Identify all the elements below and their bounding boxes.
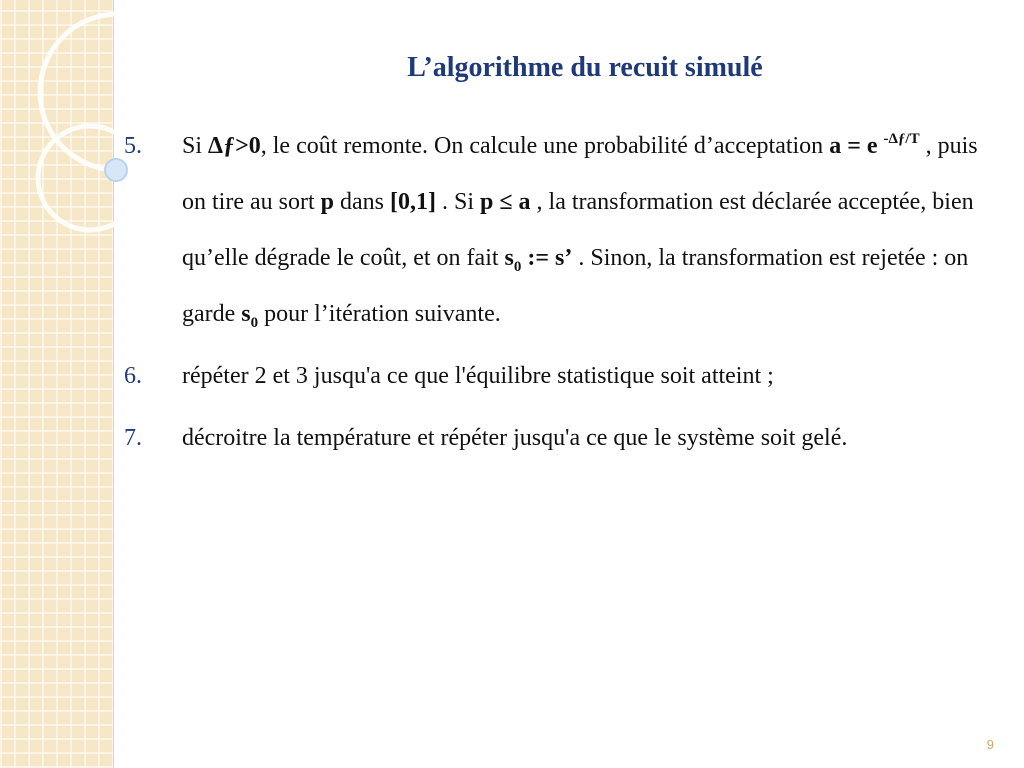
variable-s: s [241,301,251,327]
text-run: . Si [435,189,480,215]
text-run: , puis on tire au sort [182,133,978,215]
subscript: 0 [513,259,522,275]
exponent: -Δƒ/T [883,131,920,147]
variable-p: p [320,189,334,215]
condition-p-le-a: p ≤ a [480,189,531,215]
list-number: 6. [124,363,142,389]
interval: [0,1] [390,189,436,215]
list-number: 7. [124,425,142,451]
text-run: . Sinon, la transformation est rejetée : on garde [182,245,969,327]
list-item-6 [124,348,984,404]
list-item-5 [124,118,984,342]
text-run: , le coût remonte. On calcule une probabilité d’acceptation [260,133,830,159]
list-item-text [182,131,978,331]
text-run: dans [334,189,390,215]
list-item-7 [124,410,984,466]
page-number: 9 [986,737,994,752]
assignment: := s’ [521,245,573,271]
delta-f-positive: Δƒ>0 [208,133,261,159]
list-item-text: répéter 2 et 3 jusqu'a ce que l'équilibre statistique soit atteint ; [182,363,774,389]
list-number: 5. [124,133,142,159]
text-run: pour l’itération suivante. [258,301,501,327]
subscript: 0 [250,315,259,331]
variable-s: s [504,245,514,271]
text-run: , la transformation est déclarée acceptée, bien qu’elle dégrade le coût, et on fait [182,189,974,271]
acceptance-formula: a = e [829,133,884,159]
slide-content [124,118,984,466]
slide-title: L’algorithme du recuit simulé [407,52,763,83]
text-run: Si [182,133,209,159]
decorative-side-panel [0,0,114,768]
list-item-text: décroitre la température et répéter jusqu'a ce que le système soit gelé. [182,425,848,451]
